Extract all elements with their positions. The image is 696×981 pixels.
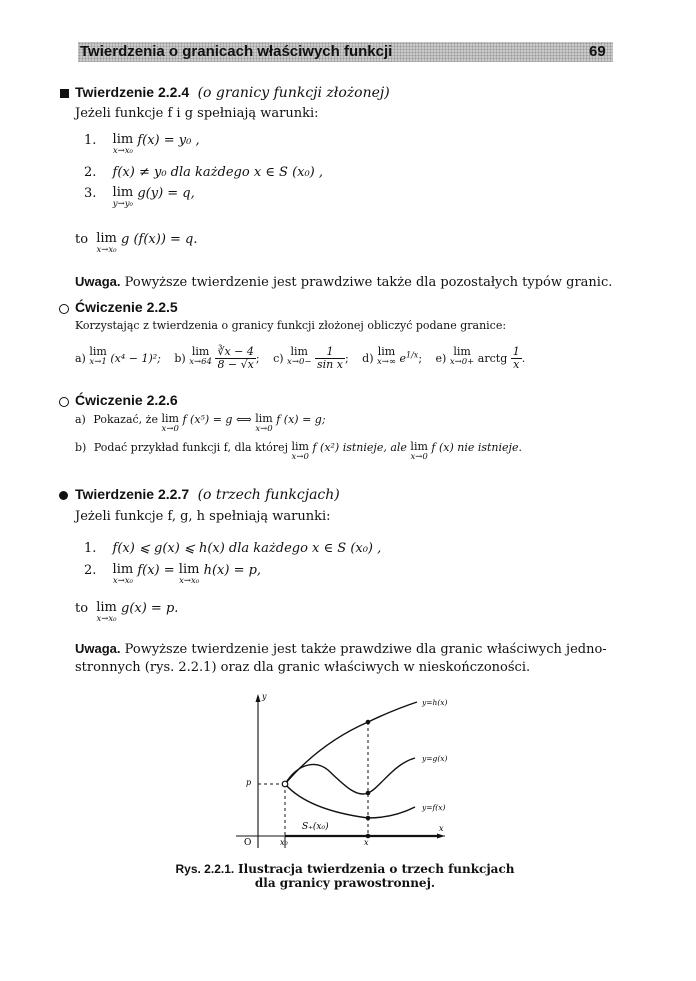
denominator: 8 − √x bbox=[217, 358, 254, 372]
point-h bbox=[366, 720, 371, 725]
lim-text: lim bbox=[453, 345, 471, 358]
punctuation: ; bbox=[418, 351, 423, 365]
figure-three-functions bbox=[228, 688, 488, 850]
lim-text: lim bbox=[377, 345, 396, 358]
running-header-title: Twierdzenia o granicach właściwych funkcji bbox=[80, 43, 393, 60]
theorem-227-conclusion bbox=[75, 601, 178, 624]
lim-text: lim bbox=[112, 562, 134, 577]
lim-text: lim bbox=[290, 345, 308, 358]
note-text: Powyższe twierdzenie jest prawdziwe także dla pozostałych typów granic. bbox=[124, 275, 613, 290]
limit-operator bbox=[410, 441, 427, 462]
cond-number: 2. bbox=[84, 563, 97, 578]
item-c bbox=[273, 345, 352, 372]
lim-subscript: x→x₀ bbox=[112, 146, 133, 156]
item-text: Podać przykład funkcji f, dla której bbox=[93, 441, 288, 454]
cond-expression: g(y) = q, bbox=[137, 186, 195, 201]
exercise-225-items bbox=[75, 346, 635, 371]
theorem-227-cond-2 bbox=[84, 563, 261, 586]
conclusion-expression: g(x) = p. bbox=[121, 601, 179, 616]
lim-text: lim bbox=[291, 440, 309, 453]
exercise-226-item-b bbox=[75, 441, 522, 462]
item-expression: f (x) = g; bbox=[276, 413, 326, 426]
x-tick-label: x bbox=[364, 838, 369, 847]
limit-operator bbox=[291, 441, 308, 462]
function-name: arctg bbox=[477, 351, 508, 365]
fraction bbox=[215, 346, 255, 371]
exponent: 1/x bbox=[406, 349, 419, 359]
theorem-227-cond-1 bbox=[84, 541, 381, 556]
note-1 bbox=[75, 274, 612, 290]
item-label: c) bbox=[273, 351, 284, 365]
item-expression: f (x²) istnieje, ale bbox=[312, 441, 407, 454]
conclusion-to: to bbox=[75, 232, 89, 247]
limit-operator bbox=[96, 601, 117, 624]
item-label: b) bbox=[174, 351, 186, 365]
lim-text: lim bbox=[96, 231, 117, 246]
theorem-224-conclusion bbox=[75, 232, 198, 255]
item-expression: f (x⁵) = g ⟺ bbox=[182, 413, 252, 426]
p-label: p bbox=[246, 778, 252, 787]
lim-subscript: y→y₀ bbox=[112, 199, 133, 209]
lim-subscript: x→0 bbox=[161, 424, 179, 434]
exercise-225-label: Ćwiczenie 2.2.5 bbox=[75, 299, 178, 315]
limit-operator bbox=[113, 563, 134, 586]
limit-operator bbox=[89, 346, 106, 367]
item-a bbox=[75, 345, 164, 367]
lim-subscript: x→64 bbox=[189, 357, 212, 367]
lim-text: lim bbox=[410, 440, 428, 453]
limit-operator bbox=[377, 346, 396, 367]
exercise-226-label: Ćwiczenie 2.2.6 bbox=[75, 392, 178, 408]
theorem-square-icon bbox=[60, 89, 69, 98]
cond-number: 1. bbox=[84, 541, 97, 556]
theorem-227-label: Twierdzenie 2.2.7 bbox=[75, 486, 190, 502]
numerator: 1 bbox=[512, 345, 520, 358]
exercise-225-text: Korzystając z twierdzenia o granicy funkcji złożonej obliczyć podane granice: bbox=[75, 319, 507, 332]
limit-operator bbox=[96, 232, 117, 255]
y-axis-label: y bbox=[262, 692, 267, 701]
origin-label: O bbox=[244, 838, 252, 848]
exercise-circle-icon bbox=[59, 304, 69, 314]
punctuation: ; bbox=[344, 351, 349, 365]
h-label: y=h(x) bbox=[422, 698, 448, 707]
cond-number: 1. bbox=[84, 133, 97, 148]
x0-label: x₀ bbox=[280, 838, 288, 847]
item-label: d) bbox=[362, 351, 374, 365]
limit-operator bbox=[450, 346, 474, 367]
exercise-226-item-a bbox=[75, 413, 326, 434]
neighborhood-label: S₊(x₀) bbox=[302, 822, 329, 832]
note-2-line-1 bbox=[75, 641, 607, 657]
item-label: b) bbox=[75, 441, 87, 454]
lim-text: lim bbox=[161, 412, 179, 425]
theorem-224-label: Twierdzenie 2.2.4 bbox=[75, 84, 190, 100]
item-expression: f (x) nie istnieje. bbox=[431, 441, 522, 454]
g-label: y=g(x) bbox=[422, 754, 448, 763]
denominator: sin x bbox=[316, 358, 343, 372]
cond-expression: f(x) = bbox=[137, 563, 175, 578]
limit-point bbox=[282, 781, 288, 787]
cond-expression: h(x) = p, bbox=[203, 563, 262, 578]
item-e bbox=[435, 345, 526, 372]
theorem-dot-icon bbox=[59, 491, 68, 500]
limit-operator bbox=[179, 563, 200, 586]
theorem-224-cond-2 bbox=[84, 165, 323, 180]
note-label: Uwaga. bbox=[75, 274, 121, 289]
lim-text: lim bbox=[112, 185, 134, 200]
punctuation: . bbox=[521, 351, 526, 365]
lim-text: lim bbox=[191, 345, 210, 358]
lim-subscript: x→0 bbox=[255, 424, 273, 434]
lim-subscript: x→∞ bbox=[377, 357, 396, 367]
limit-operator bbox=[161, 413, 178, 434]
lim-subscript: x→x₀ bbox=[179, 576, 200, 586]
numerator: 1 bbox=[315, 346, 345, 359]
theorem-224-cond-3 bbox=[84, 186, 195, 209]
fraction bbox=[315, 346, 345, 371]
note-2-line-2: stronnych (rys. 2.2.1) oraz dla granic właściwych w nieskończoności. bbox=[75, 660, 531, 675]
caption-line-2: dla granicy prawostronnej. bbox=[254, 876, 436, 890]
item-label: e) bbox=[435, 351, 447, 365]
denominator: x bbox=[513, 358, 520, 372]
point-f bbox=[366, 816, 371, 821]
lim-subscript: x→0+ bbox=[449, 357, 475, 367]
f-label: y=f(x) bbox=[422, 803, 446, 812]
item-b bbox=[174, 345, 263, 372]
theorem-224-heading bbox=[75, 84, 390, 101]
cond-expression: f(x) = y₀ , bbox=[137, 133, 200, 148]
cond-expression: f(x) ⩽ g(x) ⩽ h(x) dla każdego x ∈ S (x₀) , bbox=[112, 541, 382, 556]
lim-subscript: x→0 bbox=[410, 452, 428, 462]
limit-operator bbox=[255, 413, 272, 434]
limit-operator bbox=[189, 346, 212, 367]
numerator: ∛x − 4 bbox=[217, 345, 254, 358]
conclusion-to: to bbox=[75, 601, 89, 616]
lim-subscript: x→x₀ bbox=[96, 245, 117, 255]
theorem-227-subtitle: (o trzech funkcjach) bbox=[197, 487, 340, 503]
lim-subscript: x→1 bbox=[89, 357, 107, 367]
lim-subscript: x→0− bbox=[287, 357, 312, 367]
conclusion-expression: g (f(x)) = q. bbox=[121, 232, 198, 247]
y-axis-arrow bbox=[256, 694, 261, 702]
cond-number: 3. bbox=[84, 186, 97, 201]
item-label: a) bbox=[75, 413, 86, 426]
lim-text: lim bbox=[96, 600, 117, 615]
x-axis-label: x bbox=[439, 824, 444, 833]
limit-operator bbox=[113, 186, 134, 209]
cond-expression: f(x) ≠ y₀ dla każdego x ∈ S (x₀) , bbox=[112, 165, 324, 180]
punctuation: ; bbox=[255, 351, 260, 365]
theorem-224-cond-1 bbox=[84, 133, 200, 156]
lim-subscript: x→x₀ bbox=[96, 614, 117, 624]
lim-text: lim bbox=[89, 345, 107, 358]
lim-text: lim bbox=[255, 412, 273, 425]
theorem-224-intro: Jeżeli funkcje f i g spełniają warunki: bbox=[75, 106, 319, 121]
limit-operator bbox=[287, 346, 311, 367]
lim-subscript: x→x₀ bbox=[112, 576, 133, 586]
note-label: Uwaga. bbox=[75, 641, 121, 656]
lim-subscript: x→0 bbox=[291, 452, 309, 462]
cond-number: 2. bbox=[84, 165, 97, 180]
lim-text: lim bbox=[112, 132, 134, 147]
theorem-227-intro: Jeżeli funkcje f, g, h spełniają warunki: bbox=[75, 509, 331, 524]
item-label: a) bbox=[75, 351, 86, 365]
item-text: Pokazać, że bbox=[93, 413, 158, 426]
x-axis-arrow bbox=[437, 834, 445, 839]
item-expression: (x⁴ − 1)²; bbox=[110, 351, 161, 365]
limit-operator bbox=[113, 133, 134, 156]
theorem-227-heading bbox=[75, 486, 340, 503]
point-g bbox=[366, 791, 371, 796]
curve-h bbox=[285, 702, 417, 784]
theorem-224-subtitle: (o granicy funkcji złożonej) bbox=[197, 85, 390, 101]
exercise-circle-icon bbox=[59, 397, 69, 407]
item-d bbox=[362, 345, 425, 367]
caption-label: Rys. 2.2.1. bbox=[175, 862, 235, 876]
exponent-base: e bbox=[399, 351, 407, 365]
fraction bbox=[511, 346, 522, 371]
caption-line-1: Ilustracja twierdzenia o trzech funkcjach bbox=[238, 862, 515, 876]
page-number: 69 bbox=[589, 43, 606, 60]
lim-text: lim bbox=[178, 562, 200, 577]
figure-caption bbox=[150, 862, 540, 890]
note-text: Powyższe twierdzenie jest także prawdziwe dla granic właściwych jedno- bbox=[124, 642, 607, 657]
